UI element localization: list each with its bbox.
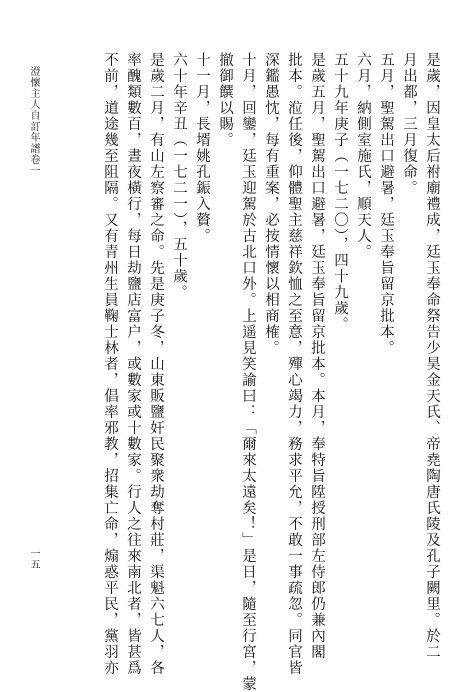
text-column: 深鑑愚忱，每有重案，必按情懷以相商榷。 [263, 52, 279, 356]
text-column: 批本。涖任後，仰體聖主慈祥欽恤之至意，殫心竭力，務求平允，不敢一事疏忽。同官皆 [286, 52, 302, 676]
text-column: 率醜類數百，晝夜橫行，每日劫鹽店富户，或數家或十數家。行人之往來南北者，皆甚爲 [125, 52, 141, 676]
text-column: 是歲，因皇太后祔廟禮成，廷玉奉命祭告少昊金天氏、帝堯陶唐氏陵及孔子闕里。於二 [424, 52, 440, 660]
page-number: 一五 [28, 548, 39, 570]
text-column: 十月，回鑾，廷玉迎駕於古北口外。上遥見笑諭曰：「爾來太遠矣！」是日，隨至行宮，蒙 [240, 52, 256, 692]
text-column: 六十年辛丑（一七二一），五十歲。 [171, 52, 187, 301]
text-column: 十一月，長壻姚孔鋠入贅。 [194, 52, 210, 244]
text-column: 月出都，三月復命。 [401, 52, 417, 196]
running-header: 澄懷主人自訂年譜卷一 [28, 66, 39, 176]
text-column: 五月，聖駕出口避暑，廷玉奉旨留京批本。 [378, 52, 394, 356]
text-column: 五十九年庚子（一七二〇），四十九歲。 [332, 52, 348, 333]
text-column: 六月，納側室施氏，順天人。 [355, 52, 371, 260]
text-column: 是歲五月，聖駕出口避暑，廷玉奉旨留京批本。本月，奉特旨陞授刑部左侍郎仍兼內閣 [309, 52, 325, 660]
text-column: 不前，道途幾至阻隔。又有青州生員鞠士林者，倡率邪教，招集亡命，煽惑平民，黨羽亦 [102, 52, 118, 676]
text-column: 撤御饌以賜。 [217, 52, 233, 148]
text-column: 是歲二月，有山左察審之命。先是庚子冬，山東販鹽奸民聚衆劫奪村莊，渠魁六七人，各 [148, 52, 164, 676]
